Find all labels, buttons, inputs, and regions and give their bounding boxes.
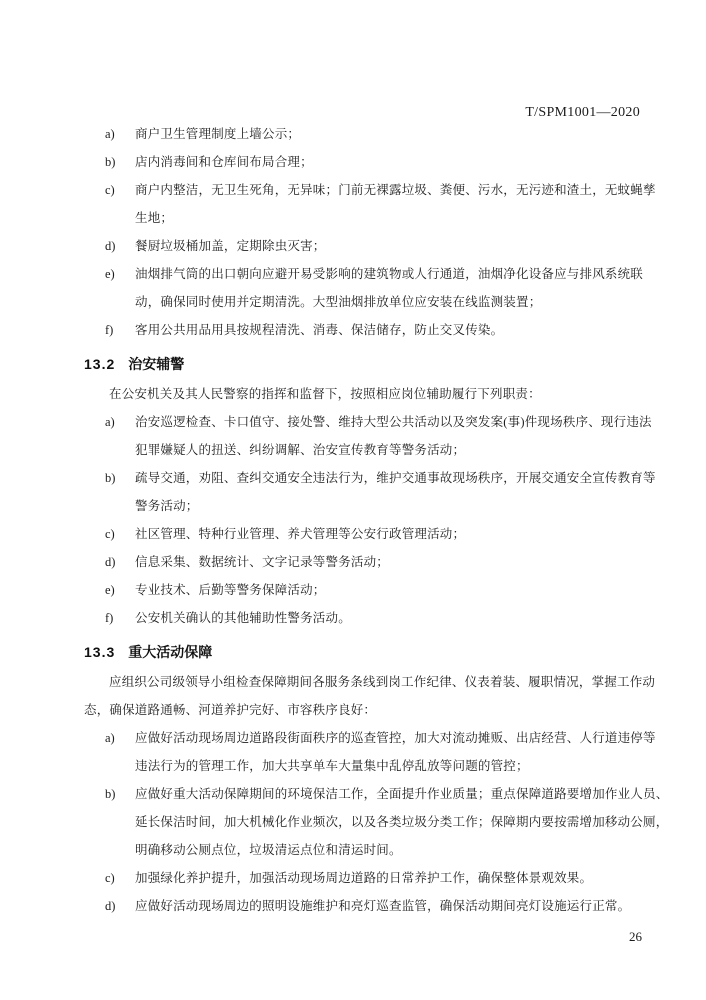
page-number: 26 — [629, 929, 642, 944]
list-item-text — [135, 464, 656, 520]
text-line: 治安巡逻检查、卡口值守、接处警、维持大型公共活动以及突发案(事)件现场秩序、现行违法 — [135, 415, 652, 429]
section-title: 治安辅警 — [128, 356, 185, 372]
section-title: 重大活动保障 — [128, 644, 213, 660]
list-item-text — [135, 576, 650, 604]
text-line: 社区管理、特种行业管理、养犬管理等公安行政管理活动； — [135, 527, 466, 541]
list-item-text — [135, 148, 650, 176]
list-item-text — [135, 408, 650, 464]
list-item-text — [135, 520, 650, 548]
text-line: 店内消毒间和仓库间布局合理； — [135, 155, 313, 169]
list-item-letter: b) — [105, 471, 116, 485]
list-item-letter: d) — [105, 899, 116, 913]
list-item — [84, 148, 650, 176]
text-line: 违法行为的管理工作，加大共享单车大量集中乱停乱放等问题的管控； — [135, 759, 529, 773]
text-line: 明确移动公厕点位，垃圾清运点位和清运时间。 — [135, 843, 402, 857]
list-item-letter: b) — [105, 787, 116, 801]
text-line: 应做好活动现场周边的照明设施维护和亮灯巡查监管，确保活动期间亮灯设施运行正常。 — [135, 899, 631, 913]
text-line: 专业技术、后勤等警务保障活动； — [135, 583, 326, 597]
list-item-text — [135, 260, 650, 316]
list-item — [84, 176, 656, 232]
list-item-text — [135, 604, 650, 632]
list-item-letter: a) — [105, 415, 115, 429]
list-item — [84, 260, 650, 316]
text-line: 公安机关确认的其他辅助性警务活动。 — [135, 611, 351, 625]
text-line: 加强绿化养护提升，加强活动现场周边道路的日常养护工作，确保整体景观效果。 — [135, 871, 593, 885]
text-line: 商户内整洁，无卫生死角，无异味；门前无裸露垃圾、粪便、污水，无污迹和渣土，无蚊蝇孳 — [135, 183, 656, 197]
list-item — [84, 316, 650, 344]
text-line: 犯罪嫌疑人的扭送、纠纷调解、治安宣传教育等警务活动； — [135, 443, 466, 457]
list-item-text — [135, 120, 650, 148]
text-line: 生地； — [135, 211, 174, 225]
list-item-letter: b) — [105, 155, 116, 169]
section-number: 13.3 — [84, 644, 116, 660]
text-line: 餐厨垃圾桶加盖，定期除虫灭害； — [135, 239, 326, 253]
list-item-text — [135, 316, 650, 344]
list-item-letter: c) — [105, 527, 115, 541]
document-body — [84, 120, 669, 920]
text-line: 疏导交通，劝阻、查纠交通安全违法行为，维护交通事故现场秩序，开展交通安全宣传教育等 — [135, 471, 656, 485]
list-item-text — [135, 176, 656, 232]
list-item-text — [135, 864, 650, 892]
text-line: 态，确保道路通畅、河道养护完好、市容秩序良好： — [84, 703, 377, 717]
paragraph — [84, 668, 656, 724]
list-item — [84, 464, 656, 520]
text-line: 动，确保同时使用并定期清洗。大型油烟排放单位应安装在线监测装置； — [135, 295, 542, 309]
list-item-text — [135, 892, 650, 920]
list-item-letter: f) — [105, 611, 114, 625]
text-line: 警务活动； — [135, 499, 199, 513]
list-item-letter: a) — [105, 731, 115, 745]
section-number: 13.2 — [84, 356, 116, 372]
text-line: 应组织公司级领导小组检查保障期间各服务条线到岗工作纪律、仪表着装、履职情况，掌握工作动 — [109, 675, 656, 689]
list-item-letter: a) — [105, 127, 115, 141]
doc-code: T/SPM1001—2020 — [525, 105, 640, 120]
list-item — [84, 604, 650, 632]
text-line: 信息采集、数据统计、文字记录等警务活动； — [135, 555, 390, 569]
list-item-letter: e) — [105, 583, 115, 597]
paragraph — [84, 380, 650, 408]
list-item-letter: d) — [105, 239, 116, 253]
page-footer — [629, 928, 642, 946]
text-line: 延长保洁时间，加大机械化作业频次，以及各类垃圾分类工作；保障期内要按需增加移动公厕， — [135, 815, 669, 829]
list-item — [84, 520, 650, 548]
text-line: 商户卫生管理制度上墙公示； — [135, 127, 301, 141]
list-item — [84, 232, 650, 260]
list-item — [84, 120, 650, 148]
list-item-text — [135, 232, 650, 260]
list-item — [84, 892, 650, 920]
list-item — [84, 724, 656, 780]
list-item — [84, 576, 650, 604]
section-heading — [84, 350, 650, 378]
list-item-text — [135, 548, 650, 576]
list-item-text — [135, 780, 669, 864]
list-item — [84, 864, 650, 892]
section-heading — [84, 638, 650, 666]
list-item-letter: c) — [105, 183, 115, 197]
text-line: 客用公共用品用具按规程清洗、消毒、保洁储存，防止交叉传染。 — [135, 323, 504, 337]
text-line: 在公安机关及其人民警察的指挥和监督下，按照相应岗位辅助履行下列职责： — [109, 387, 541, 401]
text-line: 应做好重大活动保障期间的环境保洁工作，全面提升作业质量；重点保障道路要增加作业人员、 — [135, 787, 669, 801]
list-item-letter: c) — [105, 871, 115, 885]
list-item — [84, 548, 650, 576]
text-line: 油烟排气筒的出口朝向应避开易受影响的建筑物或人行通道，油烟净化设备应与排风系统联 — [135, 267, 644, 281]
text-line: 应做好活动现场周边道路段街面秩序的巡查管控，加大对流动摊贩、出店经营、人行道违停等 — [135, 731, 656, 745]
list-item-letter: e) — [105, 267, 115, 281]
list-item-letter: d) — [105, 555, 116, 569]
list-item — [84, 780, 669, 864]
list-item-text — [135, 724, 656, 780]
list-item-letter: f) — [105, 323, 114, 337]
list-item — [84, 408, 650, 464]
